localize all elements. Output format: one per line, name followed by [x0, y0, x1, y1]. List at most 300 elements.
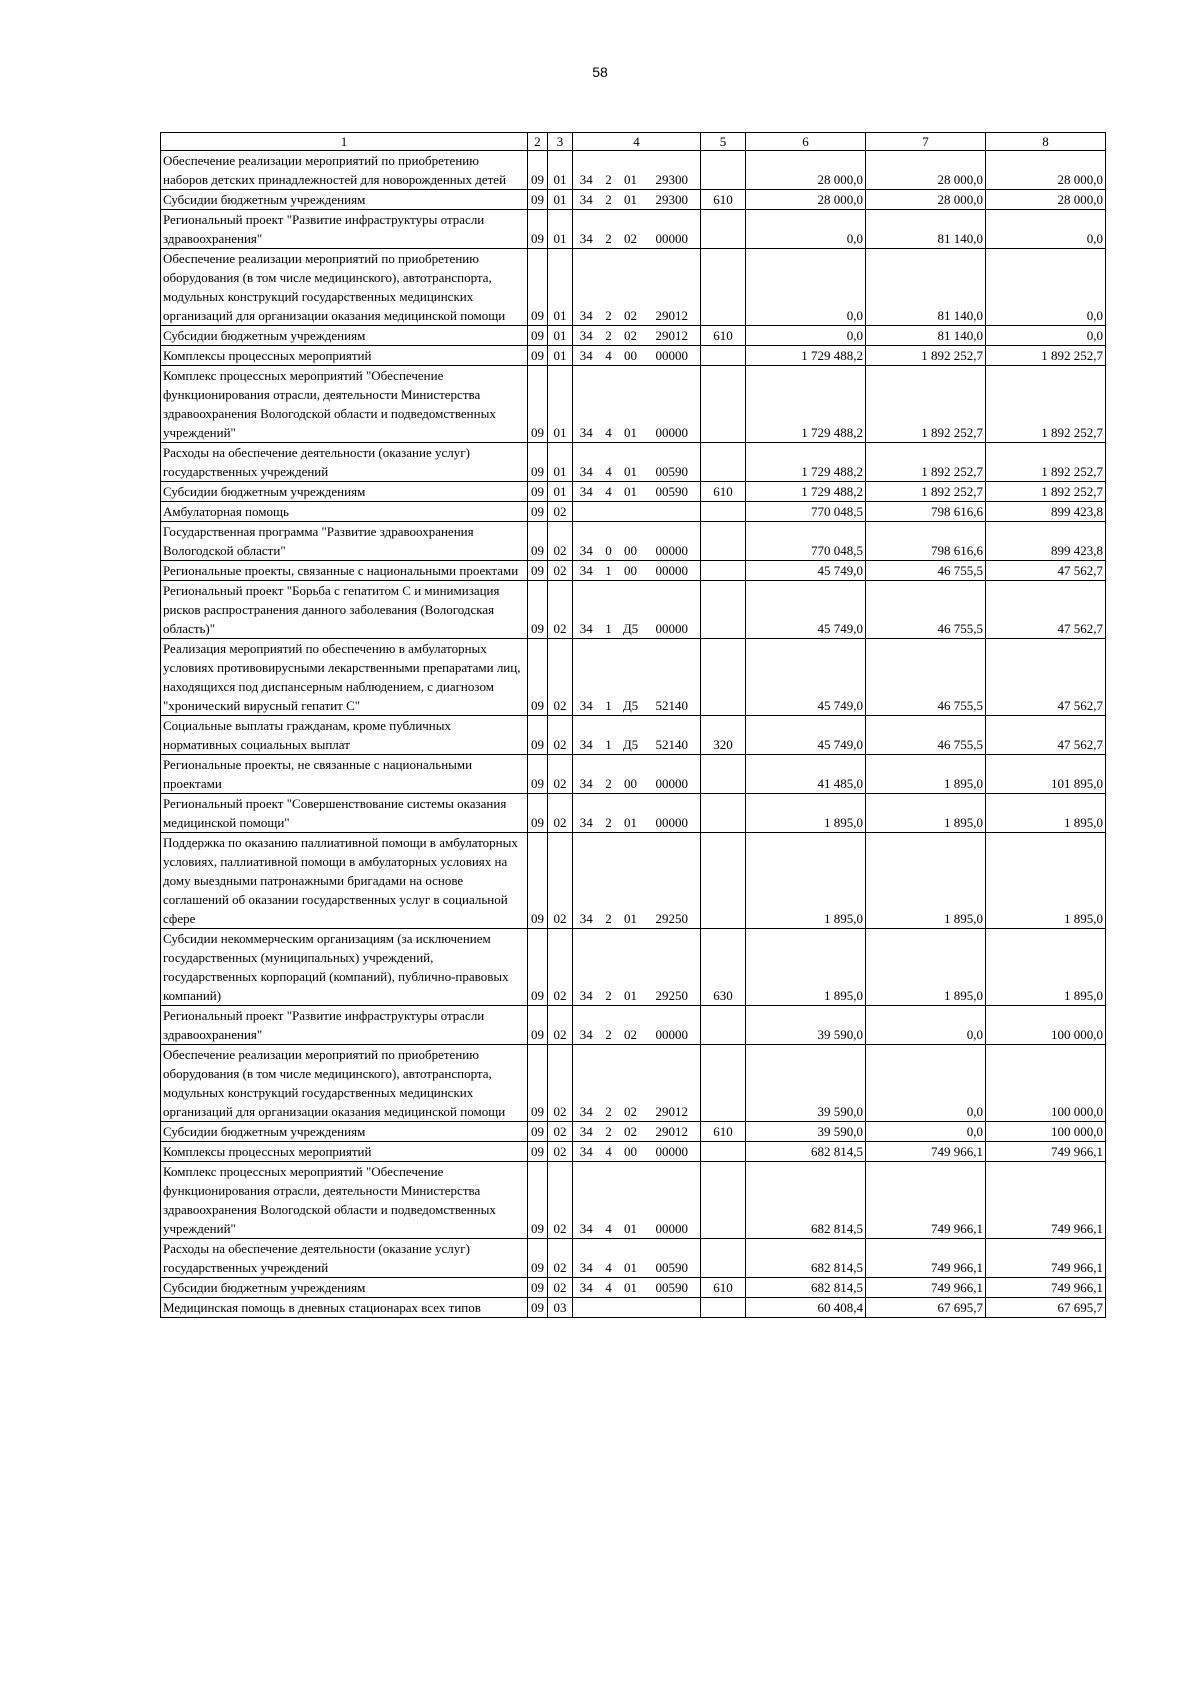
- amount-col-7: 28 000,0: [866, 151, 986, 190]
- table-row: [161, 755, 1106, 794]
- section-code: 09: [528, 833, 548, 929]
- program-code-part: 34: [573, 482, 600, 502]
- program-code-part: 02: [618, 326, 644, 346]
- program-code-part: Д5: [618, 716, 644, 755]
- amount-col-6: 41 485,0: [746, 755, 866, 794]
- expense-type-code: [701, 1045, 746, 1122]
- section-code: 09: [528, 502, 548, 522]
- program-code-part: 34: [573, 1045, 600, 1122]
- amount-col-8: 101 895,0: [986, 755, 1106, 794]
- program-code-part: 4: [600, 1239, 618, 1278]
- program-code-part: 00000: [644, 522, 701, 561]
- expense-type-code: [701, 833, 746, 929]
- table-row: [161, 1298, 1106, 1318]
- section-code: 09: [528, 443, 548, 482]
- expense-type-code: [701, 561, 746, 581]
- expense-type-code: [701, 1006, 746, 1045]
- program-code-part: 2: [600, 833, 618, 929]
- expense-type-code: [701, 366, 746, 443]
- table-row: [161, 326, 1106, 346]
- row-description: Региональные проекты, не связанные с национальными проектами: [161, 755, 528, 794]
- amount-col-8: 899 423,8: [986, 502, 1106, 522]
- program-code-part: 34: [573, 1162, 600, 1239]
- program-code-part: 29012: [644, 249, 701, 326]
- amount-col-8: 749 966,1: [986, 1239, 1106, 1278]
- row-description: Амбулаторная помощь: [161, 502, 528, 522]
- amount-col-7: 81 140,0: [866, 326, 986, 346]
- program-code-part: 34: [573, 151, 600, 190]
- amount-col-8: 1 895,0: [986, 794, 1106, 833]
- header-row: [161, 133, 1106, 151]
- amount-col-6: 28 000,0: [746, 151, 866, 190]
- row-description: Комплексы процессных мероприятий: [161, 1142, 528, 1162]
- section-code: 09: [528, 1239, 548, 1278]
- table-row: [161, 151, 1106, 190]
- program-code-part: 34: [573, 522, 600, 561]
- amount-col-7: 1 892 252,7: [866, 482, 986, 502]
- amount-col-6: 682 814,5: [746, 1142, 866, 1162]
- amount-col-8: 100 000,0: [986, 1006, 1106, 1045]
- program-code-part: 01: [618, 190, 644, 210]
- section-code: 09: [528, 190, 548, 210]
- amount-col-6: 39 590,0: [746, 1122, 866, 1142]
- program-code-part: 34: [573, 210, 600, 249]
- table-row: [161, 366, 1106, 443]
- amount-col-8: 100 000,0: [986, 1122, 1106, 1142]
- table-row: [161, 833, 1106, 929]
- amount-col-7: 81 140,0: [866, 210, 986, 249]
- row-description: Субсидии бюджетным учреждениям: [161, 1278, 528, 1298]
- table-row: [161, 346, 1106, 366]
- program-code-part: 02: [618, 1122, 644, 1142]
- amount-col-6: 39 590,0: [746, 1006, 866, 1045]
- program-code-part: 00000: [644, 1142, 701, 1162]
- program-code-part: Д5: [618, 581, 644, 639]
- program-code-part: 00000: [644, 366, 701, 443]
- amount-col-6: 28 000,0: [746, 190, 866, 210]
- program-code-part: 34: [573, 794, 600, 833]
- program-code-part: 4: [600, 1142, 618, 1162]
- amount-col-8: 100 000,0: [986, 1045, 1106, 1122]
- table-row: [161, 190, 1106, 210]
- subsection-code: 02: [548, 581, 573, 639]
- section-code: 09: [528, 1298, 548, 1318]
- program-code-part: 2: [600, 210, 618, 249]
- program-code-part: 34: [573, 716, 600, 755]
- subsection-code: 02: [548, 1162, 573, 1239]
- amount-col-8: 749 966,1: [986, 1162, 1106, 1239]
- table-row: [161, 1142, 1106, 1162]
- amount-col-7: 1 892 252,7: [866, 443, 986, 482]
- expense-type-code: [701, 1162, 746, 1239]
- section-code: 09: [528, 249, 548, 326]
- column-header: 8: [986, 133, 1106, 151]
- section-code: 09: [528, 561, 548, 581]
- subsection-code: 02: [548, 794, 573, 833]
- amount-col-6: 682 814,5: [746, 1239, 866, 1278]
- column-header: 6: [746, 133, 866, 151]
- row-description: Региональный проект "Развитие инфраструктуры отрасли здравоохранения": [161, 1006, 528, 1045]
- amount-col-7: 749 966,1: [866, 1239, 986, 1278]
- amount-col-6: 770 048,5: [746, 502, 866, 522]
- program-code-part: 1: [600, 561, 618, 581]
- column-header: 5: [701, 133, 746, 151]
- expense-type-code: [701, 346, 746, 366]
- section-code: 09: [528, 151, 548, 190]
- section-code: 09: [528, 755, 548, 794]
- program-code-part: 00000: [644, 581, 701, 639]
- program-code-part: 00590: [644, 1278, 701, 1298]
- program-code-part: 00: [618, 561, 644, 581]
- row-description: Поддержка по оказанию паллиативной помощи в амбулаторных условиях, паллиативной помощи в амбулаторных условиях на дому выездными патронажными бригадами на основе соглашений об оказании государственных услуг в социальной сфере: [161, 833, 528, 929]
- amount-col-6: 682 814,5: [746, 1278, 866, 1298]
- program-code-part: 34: [573, 326, 600, 346]
- row-description: Медицинская помощь в дневных стационарах всех типов: [161, 1298, 528, 1318]
- amount-col-7: 798 616,6: [866, 502, 986, 522]
- subsection-code: 02: [548, 833, 573, 929]
- subsection-code: 01: [548, 366, 573, 443]
- program-code-part: 2: [600, 794, 618, 833]
- amount-col-7: 0,0: [866, 1006, 986, 1045]
- amount-col-7: 46 755,5: [866, 716, 986, 755]
- section-code: 09: [528, 1162, 548, 1239]
- program-code-part: 01: [618, 1278, 644, 1298]
- section-code: 09: [528, 581, 548, 639]
- subsection-code: 02: [548, 502, 573, 522]
- table-row: [161, 443, 1106, 482]
- program-code-part: 52140: [644, 716, 701, 755]
- amount-col-8: 67 695,7: [986, 1298, 1106, 1318]
- program-code-part: 00000: [644, 755, 701, 794]
- program-code-part: 01: [618, 929, 644, 1006]
- amount-col-7: 67 695,7: [866, 1298, 986, 1318]
- section-code: 09: [528, 794, 548, 833]
- section-code: 09: [528, 366, 548, 443]
- table-row: [161, 581, 1106, 639]
- program-code-part: [644, 502, 701, 522]
- expense-type-code: [701, 249, 746, 326]
- amount-col-7: 749 966,1: [866, 1142, 986, 1162]
- program-code-part: 34: [573, 1239, 600, 1278]
- row-description: Обеспечение реализации мероприятий по приобретению оборудования (в том числе медицинского), автотранспорта, модульных конструкций государственных медицинских организаций для организации оказания медицинской помощи: [161, 249, 528, 326]
- budget-table: [160, 132, 1106, 1318]
- amount-col-8: 47 562,7: [986, 581, 1106, 639]
- program-code-part: 4: [600, 1162, 618, 1239]
- program-code-part: 4: [600, 346, 618, 366]
- subsection-code: 02: [548, 755, 573, 794]
- table-row: [161, 249, 1106, 326]
- row-description: Социальные выплаты гражданам, кроме публичных нормативных социальных выплат: [161, 716, 528, 755]
- table-body: [161, 151, 1106, 1318]
- section-code: 09: [528, 929, 548, 1006]
- row-description: Комплекс процессных мероприятий "Обеспечение функционирования отрасли, деятельности Министерства здравоохранения Вологодской области и подведомственных учреждений": [161, 366, 528, 443]
- column-header: 7: [866, 133, 986, 151]
- program-code-part: 34: [573, 1006, 600, 1045]
- expense-type-code: 320: [701, 716, 746, 755]
- subsection-code: 01: [548, 443, 573, 482]
- table-row: [161, 1006, 1106, 1045]
- expense-type-code: [701, 522, 746, 561]
- program-code-part: 02: [618, 1006, 644, 1045]
- amount-col-7: 46 755,5: [866, 639, 986, 716]
- row-description: Региональные проекты, связанные с национальными проектами: [161, 561, 528, 581]
- amount-col-7: 749 966,1: [866, 1278, 986, 1298]
- subsection-code: 02: [548, 1278, 573, 1298]
- row-description: Региональный проект "Развитие инфраструктуры отрасли здравоохранения": [161, 210, 528, 249]
- section-code: 09: [528, 346, 548, 366]
- program-code-part: 4: [600, 482, 618, 502]
- program-code-part: 2: [600, 1006, 618, 1045]
- program-code-part: 34: [573, 639, 600, 716]
- subsection-code: 01: [548, 249, 573, 326]
- section-code: 09: [528, 1006, 548, 1045]
- amount-col-6: 45 749,0: [746, 581, 866, 639]
- amount-col-8: 899 423,8: [986, 522, 1106, 561]
- table-row: [161, 210, 1106, 249]
- table-row: [161, 1162, 1106, 1239]
- subsection-code: 02: [548, 1045, 573, 1122]
- subsection-code: 02: [548, 561, 573, 581]
- column-header: 3: [548, 133, 573, 151]
- expense-type-code: [701, 1298, 746, 1318]
- program-code-part: 34: [573, 1142, 600, 1162]
- table-row: [161, 1045, 1106, 1122]
- program-code-part: [573, 1298, 600, 1318]
- table-row: [161, 522, 1106, 561]
- program-code-part: [618, 502, 644, 522]
- subsection-code: 02: [548, 716, 573, 755]
- table-row: [161, 794, 1106, 833]
- amount-col-8: 1 892 252,7: [986, 346, 1106, 366]
- expense-type-code: [701, 794, 746, 833]
- table-row: [161, 929, 1106, 1006]
- program-code-part: 00590: [644, 482, 701, 502]
- expense-type-code: [701, 755, 746, 794]
- table-row: [161, 639, 1106, 716]
- row-description: Субсидии бюджетным учреждениям: [161, 190, 528, 210]
- program-code-part: 00590: [644, 443, 701, 482]
- amount-col-8: 749 966,1: [986, 1142, 1106, 1162]
- program-code-part: 01: [618, 1239, 644, 1278]
- section-code: 09: [528, 482, 548, 502]
- table-row: [161, 482, 1106, 502]
- amount-col-8: 47 562,7: [986, 561, 1106, 581]
- amount-col-6: 1 729 488,2: [746, 346, 866, 366]
- program-code-part: 00000: [644, 346, 701, 366]
- subsection-code: 01: [548, 190, 573, 210]
- expense-type-code: 630: [701, 929, 746, 1006]
- program-code-part: 29250: [644, 929, 701, 1006]
- row-description: Расходы на обеспечение деятельности (оказание услуг) государственных учреждений: [161, 1239, 528, 1278]
- program-code-part: 2: [600, 755, 618, 794]
- section-code: 09: [528, 1278, 548, 1298]
- amount-col-8: 1 895,0: [986, 833, 1106, 929]
- program-code-part: 00: [618, 755, 644, 794]
- table-row: [161, 716, 1106, 755]
- expense-type-code: 610: [701, 326, 746, 346]
- subsection-code: 02: [548, 1122, 573, 1142]
- row-description: Субсидии некоммерческим организациям (за исключением государственных (муниципальных) учреждений, государственных корпораций (компаний), публично-правовых компаний): [161, 929, 528, 1006]
- program-code-part: 01: [618, 443, 644, 482]
- expense-type-code: 610: [701, 190, 746, 210]
- row-description: Реализация мероприятий по обеспечению в амбулаторных условиях противовирусными лекарственными препаратами лиц, находящихся под диспансерным наблюдением, с диагнозом "хронический вирусный гепатит С": [161, 639, 528, 716]
- amount-col-7: 1 895,0: [866, 755, 986, 794]
- table-row: [161, 502, 1106, 522]
- program-code-part: 1: [600, 639, 618, 716]
- amount-col-6: 0,0: [746, 249, 866, 326]
- amount-col-7: 749 966,1: [866, 1162, 986, 1239]
- amount-col-8: 28 000,0: [986, 190, 1106, 210]
- program-code-part: 29012: [644, 1122, 701, 1142]
- section-code: 09: [528, 326, 548, 346]
- program-code-part: 34: [573, 581, 600, 639]
- amount-col-7: 0,0: [866, 1122, 986, 1142]
- expense-type-code: [701, 210, 746, 249]
- row-description: Субсидии бюджетным учреждениям: [161, 482, 528, 502]
- row-description: Региональный проект "Совершенствование системы оказания медицинской помощи": [161, 794, 528, 833]
- section-code: 09: [528, 716, 548, 755]
- expense-type-code: 610: [701, 1122, 746, 1142]
- amount-col-6: 682 814,5: [746, 1162, 866, 1239]
- program-code-part: 4: [600, 443, 618, 482]
- row-description: Субсидии бюджетным учреждениям: [161, 326, 528, 346]
- expense-type-code: [701, 1239, 746, 1278]
- row-description: Обеспечение реализации мероприятий по приобретению оборудования (в том числе медицинского), автотранспорта, модульных конструкций государственных медицинских организаций для организации оказания медицинской помощи: [161, 1045, 528, 1122]
- row-description: Региональный проект "Борьба с гепатитом С и минимизация рисков распространения данного заболевания (Вологодская область)": [161, 581, 528, 639]
- subsection-code: 01: [548, 210, 573, 249]
- amount-col-6: 45 749,0: [746, 561, 866, 581]
- amount-col-8: 28 000,0: [986, 151, 1106, 190]
- amount-col-7: 1 895,0: [866, 833, 986, 929]
- amount-col-6: 1 729 488,2: [746, 443, 866, 482]
- program-code-part: 29250: [644, 833, 701, 929]
- program-code-part: 29012: [644, 326, 701, 346]
- amount-col-7: 28 000,0: [866, 190, 986, 210]
- section-code: 09: [528, 210, 548, 249]
- subsection-code: 02: [548, 1142, 573, 1162]
- program-code-part: 29300: [644, 151, 701, 190]
- subsection-code: 01: [548, 346, 573, 366]
- program-code-part: 34: [573, 561, 600, 581]
- program-code-part: 2: [600, 326, 618, 346]
- amount-col-6: 0,0: [746, 326, 866, 346]
- subsection-code: 02: [548, 639, 573, 716]
- program-code-part: 34: [573, 366, 600, 443]
- program-code-part: [573, 502, 600, 522]
- program-code-part: 00000: [644, 1006, 701, 1045]
- program-code-part: 02: [618, 210, 644, 249]
- amount-col-6: 45 749,0: [746, 639, 866, 716]
- program-code-part: 2: [600, 151, 618, 190]
- expense-type-code: [701, 581, 746, 639]
- program-code-part: 00: [618, 1142, 644, 1162]
- amount-col-7: 81 140,0: [866, 249, 986, 326]
- program-code-part: 00: [618, 346, 644, 366]
- amount-col-6: 1 729 488,2: [746, 482, 866, 502]
- column-header: 4: [573, 133, 701, 151]
- program-code-part: 34: [573, 929, 600, 1006]
- program-code-part: 0: [600, 522, 618, 561]
- row-description: Расходы на обеспечение деятельности (оказание услуг) государственных учреждений: [161, 443, 528, 482]
- program-code-part: 34: [573, 755, 600, 794]
- subsection-code: 01: [548, 482, 573, 502]
- expense-type-code: [701, 502, 746, 522]
- amount-col-6: 1 729 488,2: [746, 366, 866, 443]
- program-code-part: 00: [618, 522, 644, 561]
- program-code-part: [618, 1298, 644, 1318]
- program-code-part: 01: [618, 366, 644, 443]
- program-code-part: 02: [618, 249, 644, 326]
- amount-col-6: 60 408,4: [746, 1298, 866, 1318]
- program-code-part: 34: [573, 249, 600, 326]
- expense-type-code: [701, 151, 746, 190]
- amount-col-8: 0,0: [986, 326, 1106, 346]
- row-description: Комплексы процессных мероприятий: [161, 346, 528, 366]
- program-code-part: 2: [600, 1122, 618, 1142]
- program-code-part: 2: [600, 190, 618, 210]
- page-number: 58: [592, 64, 608, 80]
- subsection-code: 01: [548, 326, 573, 346]
- amount-col-7: 1 895,0: [866, 794, 986, 833]
- amount-col-6: 1 895,0: [746, 833, 866, 929]
- amount-col-7: 1 895,0: [866, 929, 986, 1006]
- amount-col-6: 0,0: [746, 210, 866, 249]
- row-description: Комплекс процессных мероприятий "Обеспечение функционирования отрасли, деятельности Министерства здравоохранения Вологодской области и подведомственных учреждений": [161, 1162, 528, 1239]
- amount-col-7: 1 892 252,7: [866, 346, 986, 366]
- amount-col-6: 1 895,0: [746, 794, 866, 833]
- table-row: [161, 561, 1106, 581]
- amount-col-7: 798 616,6: [866, 522, 986, 561]
- subsection-code: 02: [548, 1239, 573, 1278]
- subsection-code: 02: [548, 1006, 573, 1045]
- amount-col-8: 1 892 252,7: [986, 443, 1106, 482]
- program-code-part: 01: [618, 151, 644, 190]
- amount-col-8: 47 562,7: [986, 639, 1106, 716]
- section-code: 09: [528, 1142, 548, 1162]
- program-code-part: 2: [600, 249, 618, 326]
- expense-type-code: 610: [701, 1278, 746, 1298]
- program-code-part: 00000: [644, 561, 701, 581]
- program-code-part: 4: [600, 1278, 618, 1298]
- program-code-part: 01: [618, 1162, 644, 1239]
- amount-col-7: 46 755,5: [866, 581, 986, 639]
- program-code-part: 34: [573, 190, 600, 210]
- program-code-part: 34: [573, 833, 600, 929]
- amount-col-6: 45 749,0: [746, 716, 866, 755]
- expense-type-code: [701, 639, 746, 716]
- subsection-code: 02: [548, 929, 573, 1006]
- program-code-part: 00590: [644, 1239, 701, 1278]
- subsection-code: 02: [548, 522, 573, 561]
- program-code-part: 01: [618, 833, 644, 929]
- section-code: 09: [528, 1045, 548, 1122]
- amount-col-6: 39 590,0: [746, 1045, 866, 1122]
- program-code-part: 34: [573, 1278, 600, 1298]
- amount-col-8: 1 895,0: [986, 929, 1106, 1006]
- program-code-part: 01: [618, 482, 644, 502]
- program-code-part: 2: [600, 1045, 618, 1122]
- program-code-part: 34: [573, 1122, 600, 1142]
- amount-col-8: 1 892 252,7: [986, 482, 1106, 502]
- amount-col-8: 1 892 252,7: [986, 366, 1106, 443]
- expense-type-code: [701, 1142, 746, 1162]
- column-header: 1: [161, 133, 528, 151]
- table-row: [161, 1278, 1106, 1298]
- section-code: 09: [528, 522, 548, 561]
- row-description: Субсидии бюджетным учреждениям: [161, 1122, 528, 1142]
- program-code-part: 00000: [644, 1162, 701, 1239]
- program-code-part: 34: [573, 346, 600, 366]
